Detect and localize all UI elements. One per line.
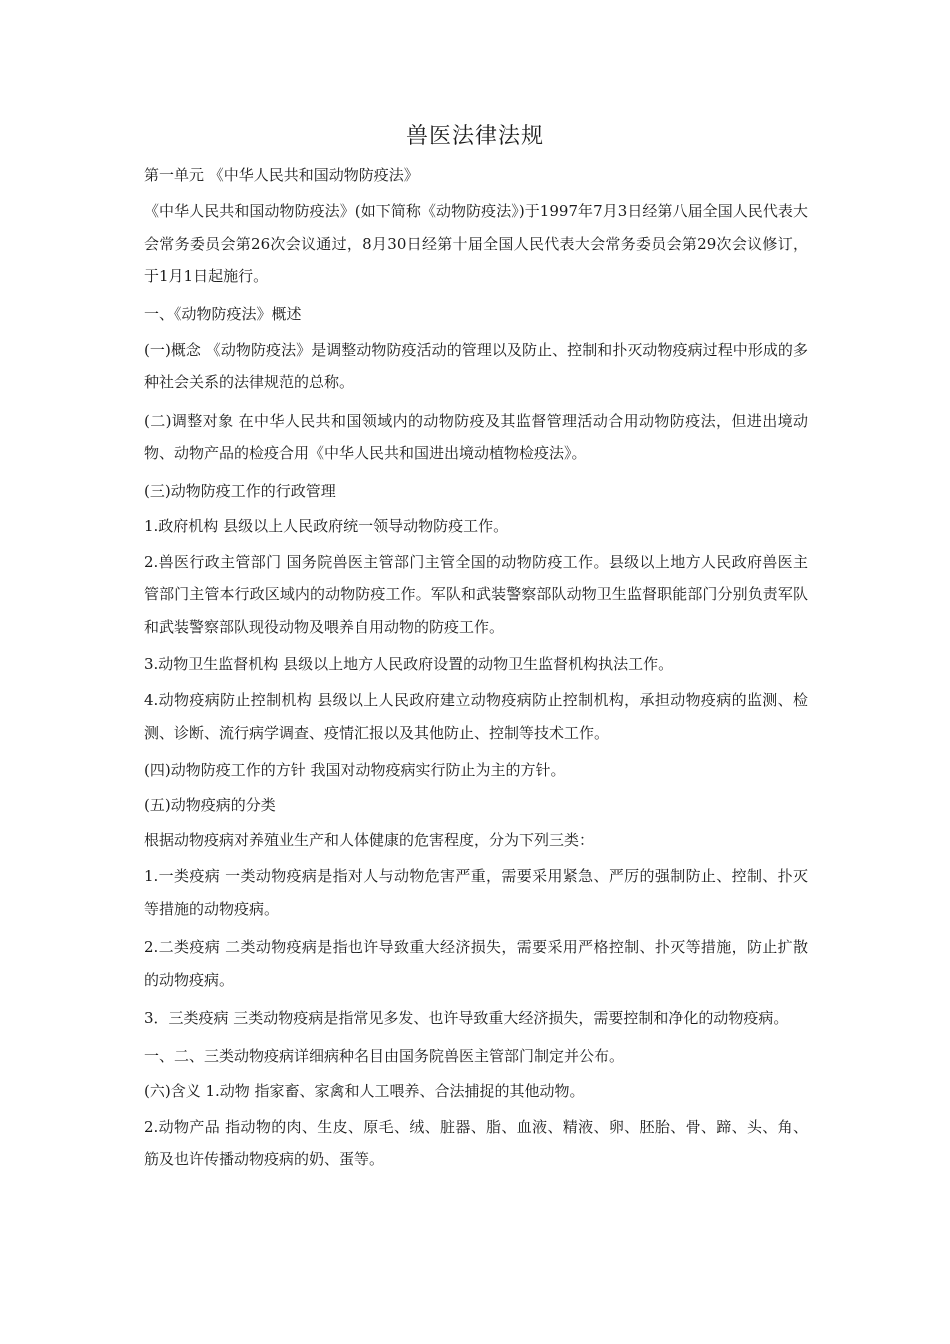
document-title: 兽医法律法规	[405, 124, 544, 149]
paragraph-class-two: 2.二类疫病 二类动物疫病是指也许导致重大经济损失，需要采用严格控制、扑灭等措施，防止扩散的动物疫病。	[144, 938, 808, 989]
unit-heading: 第一单元 《中华人民共和国动物防疫法》	[144, 166, 419, 184]
paragraph-classification-intro: 根据动物疫病对养殖业生产和人体健康的危害程度，分为下列三类：	[144, 831, 595, 849]
paragraph-veterinary-department: 2.兽医行政主管部门 国务院兽医主管部门主管全国的动物防疫工作。县级以上地方人民政府兽医主管部门主管本行政区域内的动物防疫工作。军队和武装警察部队动物卫生监督职能部门分别负责军队和武装警察部队现役动物及喂养自用动物的防疫工作。	[144, 552, 808, 636]
paragraph-intro: 《中华人民共和国动物防疫法》(如下简称《动物防疫法》)于1997年7月3日经第八届全国人民代表大会常务委员会第26次会议通过，8月30日经第十届全国人民代表大会常务委员会第29次会议修订，于1月1日起施行。	[144, 202, 808, 285]
document-body	[144, 160, 808, 1182]
paragraph-class-three: 3．三类疫病 三类动物疫病是指常见多发、也许导致重大经济损失，需要控制和净化的动物疫病。	[144, 1009, 789, 1027]
paragraph-scope: (二)调整对象 在中华人民共和国领域内的动物防疫及其监督管理活动合用动物防疫法，但进出境动物、动物产品的检疫合用《中华人民共和国进出境动植物检疫法》。	[144, 411, 808, 462]
paragraph-disease-list: 一、二、三类动物疫病详细病种名目由国务院兽医主管部门制定并公布。	[144, 1046, 625, 1065]
subheading-classification: (五)动物疫病的分类	[144, 796, 276, 814]
paragraph-definition-animal-products: 2.动物产品 指动物的肉、生皮、原毛、绒、脏器、脂、血液、精液、卵、胚胎、骨、蹄、头、角、筋及也许传播动物疫病的奶、蛋等。	[144, 1117, 808, 1168]
subheading-administration: (三)动物防疫工作的行政管理	[144, 481, 336, 500]
paragraph-class-one: 1.一类疫病 一类动物疫病是指对人与动物危害严重，需要采用紧急、严厉的强制防止、控制、扑灭等措施的动物疫病。	[144, 867, 808, 918]
paragraph-disease-control-agency: 4.动物疫病防止控制机构 县级以上人民政府建立动物疫病防止控制机构，承担动物疫病的监测、检测、诊断、流行病学调查、疫情汇报以及其他防止、控制等技术工作。	[144, 691, 808, 742]
paragraph-policy: (四)动物防疫工作的方针 我国对动物疫病实行防止为主的方针。	[144, 761, 566, 779]
paragraph-government: 1.政府机构 县级以上人民政府统一领导动物防疫工作。	[144, 516, 509, 535]
paragraph-supervision-agency: 3.动物卫生监督机构 县级以上地方人民政府设置的动物卫生监督机构执法工作。	[144, 655, 674, 673]
paragraph-definition-animal: (六)含义 1.动物 指家畜、家禽和人工喂养、合法捕捉的其他动物。	[144, 1081, 585, 1100]
section-heading-overview: 一、《动物防疫法》概述	[144, 304, 302, 323]
paragraph-concept: (一)概念 《动物防疫法》是调整动物防疫活动的管理以及防止、控制和扑灭动物疫病过程中形成的多种社会关系的法律规范的总称。	[144, 340, 808, 391]
